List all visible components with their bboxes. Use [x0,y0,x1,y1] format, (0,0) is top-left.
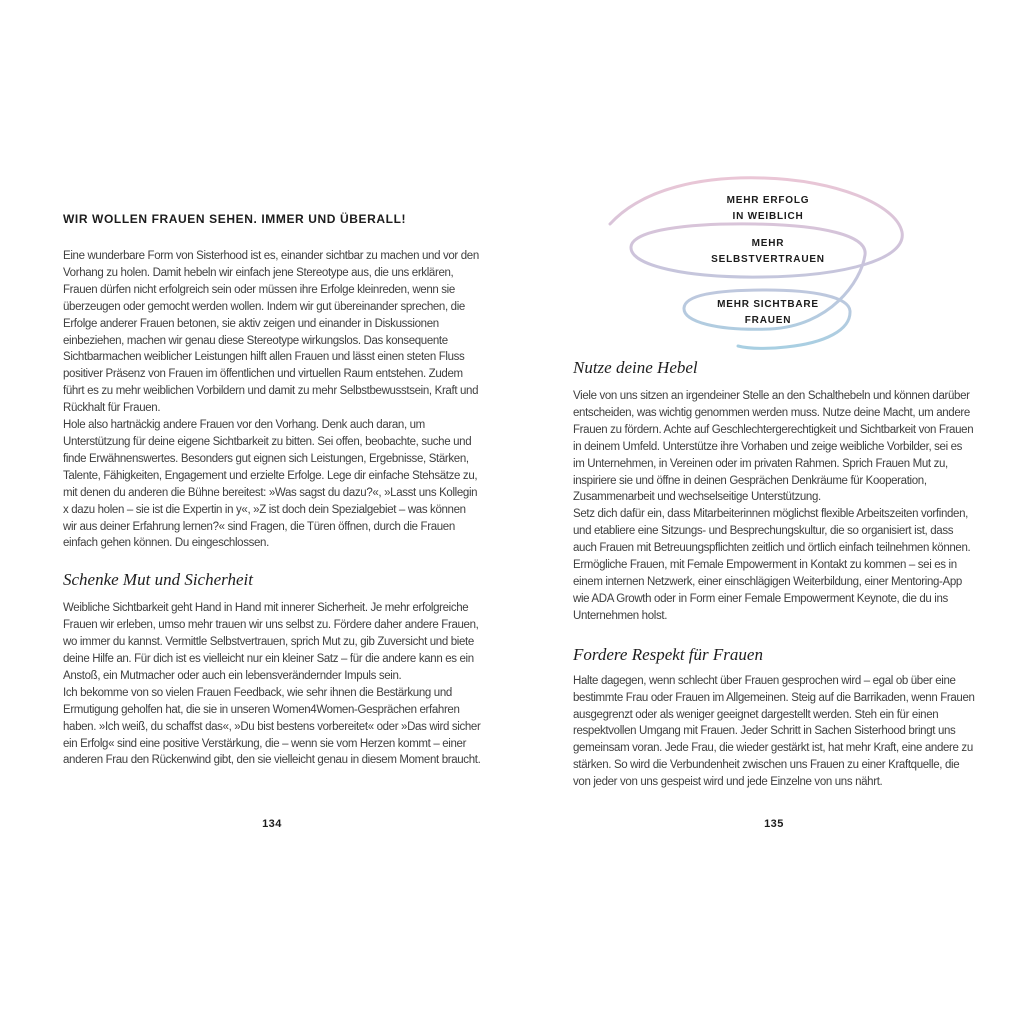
spiral-illustration [598,174,918,364]
paragraph: Halte dagegen, wenn schlecht über Frauen gesprochen wird – egal ob über eine bestimmte Frau oder Frauen im Allgemeinen. Steig auf die Barrikaden, wenn Frauen ausgegrenzt oder als weniger geeignet dargestellt werden. Steh ein für einen respektvollen Umgang mit Frauen. Jeder Schritt in Sachen Sisterhood bringt uns gemeinsam voran. Jede Frau, die wieder gestärkt ist, hat mehr Kraft, eine andere zu stärken. So wird die Verbundenheit zwischen uns Frauen zu einer Kraftquelle, die von jeder von uns gespeist wird und jede Einzelne von uns nährt. [573,674,975,789]
paragraph: Viele von uns sitzen an irgendeiner Stelle an den Schalthebeln und können darüber entscheiden, was wichtig genommen werden muss. Nutze deine Macht, um andere Frauen zu fördern. Achte auf Geschlechtergerechtigkeit und Sichtbarkeit von Frauen in deinem Umfeld. Unterstütze ihre Vorhaben und zeige weibliche Vorbilder, sei es im Unternehmen, in Vereinen oder im privaten Rahmen. Sprich Frauen Mut zu, inspiriere sie und öffne in deinen Gesprächen Denkräume für Kooperation, Zusammenarbeit und wechselseitige Unterstützung. [573,390,974,504]
right-page [573,358,975,791]
swirl-label-line: MEHR SICHTBARE [717,299,819,310]
paragraph: Setz dich dafür ein, dass Mitarbeiterinnen möglichst flexible Arbeitszeiten vorfinden, und etabliere eine Sitzungs- und Besprechungskultur, die so organisiert ist, dass auch Frauen mit Betreuungspflichten zeitlich und örtlich einfach teilnehmen können. [573,508,971,555]
page-number-left: 134 [262,818,282,830]
paragraph: Weibliche Sichtbarkeit geht Hand in Hand mit innerer Sicherheit. Je mehr erfolgreiche Frauen wir erleben, umso mehr trauen wir uns selbst zu. Fördere daher andere Frauen, wo immer du kannst. Vermittle Selbstvertrauen, sprich Mut zu, gib Zuversicht und biete deine Hilfe an. Für dich ist es vielleicht nur ein kleiner Satz – für die andere kann es ein Anstoß, ein Mutmacher oder auch ein lebensverändernder Impuls sein. [63,602,479,682]
section-heading: Fordere Respekt für Frauen [573,644,763,664]
paragraph: Eine wunderbare Form von Sisterhood ist es, einander sichtbar zu machen und vor den Vorhang zu holen. Damit hebeln wir einfach jene Stereotype aus, die uns erklären, Frauen dürfen nicht erfolgreich sein oder müssen ihre Erfolge kleinreden, wenn sie überzeugen oder gemocht werden wollen. Indem wir gut übereinander sprechen, die Erfolge anderer Frauen betonen, sie aktiv zeigen und einander in Diskussionen einbeziehen, machen wir genau diese Stereotype wirkungslos. Das konsequente Sichtbarmachen weiblicher Leistungen hilft allen Frauen und lässt einen steten Fluss positiver Präsenz von Frauen im öffentlichen und virtuellen Raum entstehen. Zudem führt es zu mehr weiblichen Vorbildern und damit zu mehr Selbstbewusstsein, Kraft und Rückhalt für Frauen. [63,250,479,415]
left-page [63,212,481,769]
swirl-label-line: MEHR [751,238,785,249]
swirl-label-selbstvertrauen [711,236,825,268]
paragraph: Ermögliche Frauen, mit Female Empowerment in Kontakt zu kommen – sei es in einem internen Netzwerk, einer einschlägigen Weiterbildung, einer Mentoring-App wie ADA Growth oder in Form einer Female Empowerment Keynote, die du ins Unternehmen holst. [573,559,962,622]
paragraph: Hole also hartnäckig andere Frauen vor den Vorhang. Denk auch daran, um Unterstützung für deine eigene Sichtbarkeit zu bitten. Sei offen, beobachte, suche und finde Erwähnenswertes. Besonders gut eignen sich Leistungen, Ergebnisse, Stärken, Talente, Fähigkeiten, Engagement und erzielte Erfolge. Lege dir einfache Stehsätze zu, mit denen du anderen die Bühne bereitest: »Was sagst du dazu?«, »Lasst uns Kollegin x dazu holen – sie ist die Expertin in y«, »Z ist doch dein Spezialgebiet – was können wir aus deiner Erfahrung lernen?« sind Fragen, die Türen öffnen, durch die Frauen einfach gehen können. Du eingeschlossen. [63,419,478,550]
swirl-label-line: SELBSTVERTRAUEN [711,254,825,265]
paragraph: Ich bekomme von so vielen Frauen Feedback, wie sehr ihnen die Bestärkung und Ermutigung geholfen hat, die sie in unseren Women4Women-Gesprächen erfahren haben. »Ich weiß, du schaffst das«, »Du bist bestens vorbereitet« oder »Das wird sicher ein Erfolg« sind eine positive Verstärkung, die – wenn sie vom Herzen kommt – einer anderen Frau den Rückenwind gibt, den sie vielleicht genau in diesem Moment braucht. [63,686,481,767]
section-heading: Schenke Mut und Sicherheit [63,570,253,590]
swirl-label-line: IN WEIBLICH [732,211,804,222]
chapter-title: WIR WOLLEN FRAUEN SEHEN. IMMER UND ÜBERALL! [63,212,407,226]
page-number-right: 135 [764,818,784,830]
swirl-label-line: MEHR ERFOLG [726,195,810,206]
section-heading: Nutze deine Hebel [573,358,698,377]
swirl-label-line: FRAUEN [744,315,792,326]
swirl-label-erfolg [727,193,810,225]
swirl-label-sichtbare-frauen [717,297,819,329]
